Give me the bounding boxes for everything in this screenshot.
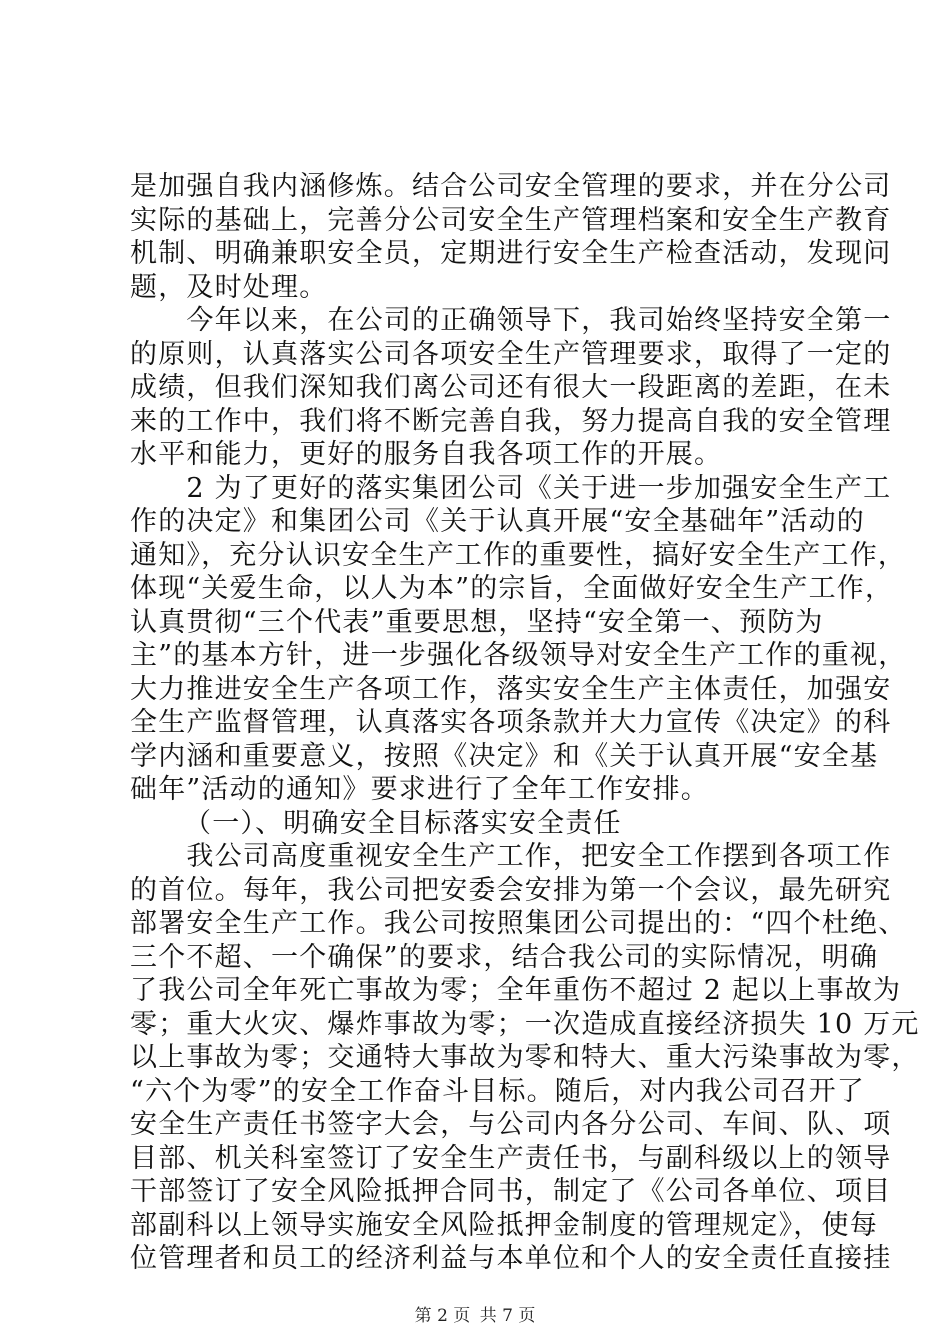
text-line: 水平和能力，更好的服务自我各项工作的开展。 [130, 439, 723, 470]
paragraph-1 [130, 170, 892, 304]
text-line: 通知》，充分认识安全生产工作的重要性，搞好安全生产工作， [130, 539, 907, 571]
text-line: 机制、明确兼职安全员，定期进行安全生产检查活动，发现问 [130, 238, 892, 269]
text-line: 位管理者和员工的经济利益与本单位和个人的安全责任直接挂 [130, 1243, 892, 1274]
text-line: 全生产监督管理，认真落实各项条款并大力宣传《决定》的科 [130, 707, 892, 738]
page-number: 第 2 页 [414, 1306, 471, 1326]
page-total: 共 7 页 [479, 1306, 536, 1326]
section-heading [130, 807, 830, 841]
text-line: 2 为了更好的落实集团公司《关于进一步加强安全生产工 [130, 472, 892, 504]
text-line: “六个为零”的安全工作奋斗目标。随后，对内我公司召开了 [130, 1075, 866, 1107]
text-line: 来的工作中，我们将不断完善自我，努力提高自我的安全管理 [130, 405, 892, 437]
text-line: 学内涵和重要意义，按照《决定》和《关于认真开展“安全基 [130, 740, 879, 772]
text-line: 部署安全生产工作。我公司按照集团公司提出的：“四个杜绝、 [130, 908, 907, 939]
text-line: 以上事故为零；交通特大事故为零和特大、重大污染事故为零， [130, 1042, 920, 1073]
paragraph-3 [130, 472, 907, 807]
text-line: 了我公司全年死亡事故为零；全年重伤不超过 2 起以上事故为 [130, 975, 902, 1006]
text-line: 是加强自我内涵修炼。结合公司安全管理的要求，并在分公司 [130, 171, 892, 202]
paragraph-4 [130, 840, 920, 1276]
text-line: 认真贯彻“三个代表”重要思想，坚持“安全第一、预防为 [130, 606, 824, 638]
text-line: 础年”活动的通知》要求进行了全年工作安排。 [130, 774, 710, 805]
text-line: 题，及时处理。 [130, 271, 328, 303]
text-line: 安全生产责任书签字大会，与公司内各分公司、车间、队、项 [130, 1109, 892, 1140]
page-footer [0, 1301, 950, 1326]
text-line: 零；重大火灾、爆炸事故为零；一次造成直接经济损失 10 万元 [130, 1008, 920, 1040]
text-line: 成绩，但我们深知我们离公司还有很大一段距离的差距，在未 [130, 372, 892, 403]
document-body [130, 170, 920, 1276]
text-line: 的首位。每年，我公司把安委会安排为第一个会议，最先研究 [130, 874, 892, 906]
paragraph-2 [130, 304, 892, 472]
heading-text: （一）、明确安全目标落实安全责任 [184, 807, 622, 839]
text-line: 实际的基础上，完善分公司安全生产管理档案和安全生产教育 [130, 204, 892, 236]
text-line: 大力推进安全生产各项工作，落实安全生产主体责任，加强安 [130, 673, 892, 705]
text-line: 作的决定》和集团公司《关于认真开展“安全基础年”活动的 [130, 506, 866, 537]
text-line: 主”的基本方针，进一步强化各级领导对安全生产工作的重视， [130, 640, 907, 671]
text-line: 三个不超、一个确保”的要求，结合我公司的实际情况，明确 [130, 941, 879, 973]
text-line: 的原则，认真落实公司各项安全生产管理要求，取得了一定的 [130, 338, 892, 370]
text-line: 体现“关爱生命，以人为本”的宗旨，全面做好安全生产工作， [130, 573, 894, 604]
text-line: 干部签订了安全风险抵押合同书，制定了《公司各单位、项目 [130, 1176, 892, 1207]
text-line: 目部、机关科室签订了安全生产责任书，与副科级以上的领导 [130, 1142, 892, 1174]
text-line: 我公司高度重视安全生产工作，把安全工作摆到各项工作 [130, 841, 892, 872]
text-line: 部副科以上领导实施安全风险抵押金制度的管理规定》，使每 [130, 1209, 878, 1241]
text-line: 今年以来，在公司的正确领导下，我司始终坚持安全第一 [130, 305, 892, 336]
